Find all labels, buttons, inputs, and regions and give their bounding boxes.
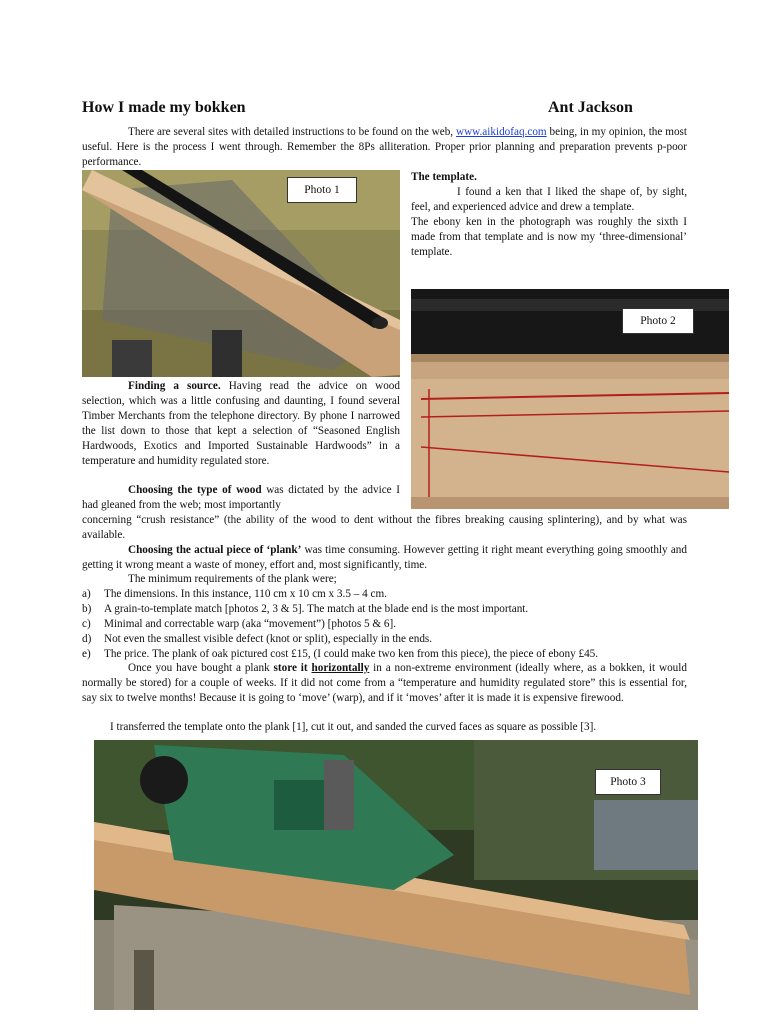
template-heading: The template. — [411, 171, 477, 183]
page-title: How I made my bokken — [82, 99, 246, 116]
photo-3 — [94, 740, 698, 1010]
intro-paragraph — [82, 125, 687, 170]
storage-paragraph — [82, 661, 687, 706]
photo-2 — [411, 289, 729, 509]
photo-3-label: Photo 3 — [595, 769, 661, 795]
storage-text-post: in a non-extreme environment (ideally where, as a bokken, it would normally be stored) for a couple of weeks. If it did not come from a “temperature and humidity regulated store” this is essential for, say six to twelve months! Because it is going to ‘move’ (warp), and if it ‘moves’ after it is made it is expensive firewood. — [82, 662, 687, 704]
photo-2-label: Photo 2 — [622, 308, 694, 334]
wood-heading: Choosing the type of wood — [128, 484, 262, 496]
list-marker: b) — [82, 603, 92, 615]
template-section — [411, 170, 687, 260]
list-item — [82, 632, 687, 647]
list-item-text: The price. The plank of oak pictured cost £15, (I could make two ken from this piece), the piece of ebony £45. — [104, 648, 599, 660]
wood-text-a: was dictated by the advice I had gleaned from the web; most importantly — [82, 484, 400, 511]
list-item-text: The dimensions. In this instance, 110 cm x 10 cm x 3.5 – 4 cm. — [104, 588, 387, 600]
intro-text-pre: There are several sites with detailed instructions to be found on the web, — [128, 126, 456, 138]
storage-text-pre: Once you have bought a plank — [128, 662, 274, 674]
aikidofaq-link[interactable]: www.aikidofaq.com — [456, 126, 547, 138]
transfer-paragraph: I transferred the template onto the plank [1], cut it out, and sanded the curved faces as square as possible [3]. — [110, 721, 597, 733]
wood-paragraph-top — [82, 483, 400, 513]
list-item — [82, 587, 687, 602]
template-paragraph-2: The ebony ken in the photograph was roughly the sixth I made from that template and is now my ‘three-dimensional’ template. — [411, 216, 687, 258]
photo-1 — [82, 170, 400, 377]
list-item-text: Minimal and correctable warp (aka “movement”) [photos 5 & 6]. — [104, 618, 397, 630]
list-marker: e) — [82, 648, 91, 660]
list-item — [82, 617, 687, 632]
source-heading: Finding a source. — [128, 380, 221, 392]
list-item-text: Not even the smallest visible defect (knot or split), especially in the ends. — [104, 633, 433, 645]
author-name: Ant Jackson — [548, 99, 633, 116]
list-marker: c) — [82, 618, 91, 630]
storage-bold: store it — [273, 662, 312, 674]
photo-1-label: Photo 1 — [287, 177, 357, 203]
wood-paragraph-bottom: concerning “crush resistance” (the ability of the wood to dent without the fibres breaking causing splintering), and by what was available. — [82, 514, 687, 541]
plank-heading: Choosing the actual piece of ‘plank’ — [128, 544, 302, 556]
list-item — [82, 647, 687, 662]
plank-text: was time consuming. However getting it right meant everything going smoothly and getting it wrong meant a waste of money, effort and, most significantly, time. — [82, 544, 687, 571]
storage-bold-underlined: horizontally — [311, 662, 370, 674]
template-paragraph-1: I found a ken that I liked the shape of, by sight, feel, and experienced advice and drew a template. — [411, 186, 687, 213]
source-text: Having read the advice on wood selection, which was a little confusing and daunting, I found several Timber Merchants from the telephone directory. By phone I narrowed the list down to those that kept a selection of “Seasoned English Hardwoods, Exotics and Imported Sustainable Hardwoods” in a temperature and humidity regulated store. — [82, 380, 400, 467]
intro-text-post: being, in my opinion, the most useful. Here is the process I went through. Remember the 8Ps alliteration. Proper prior planning and preparation prevents p-poor performance. — [82, 126, 688, 168]
list-marker: a) — [82, 588, 91, 600]
requirements-intro: The minimum requirements of the plank were; — [128, 573, 337, 585]
plank-paragraph — [82, 543, 687, 573]
requirements-list — [82, 587, 687, 662]
list-item — [82, 602, 687, 617]
list-item-text: A grain-to-template match [photos 2, 3 & 5]. The match at the blade end is the most important. — [104, 603, 529, 615]
list-marker: d) — [82, 633, 92, 645]
source-paragraph — [82, 379, 400, 469]
